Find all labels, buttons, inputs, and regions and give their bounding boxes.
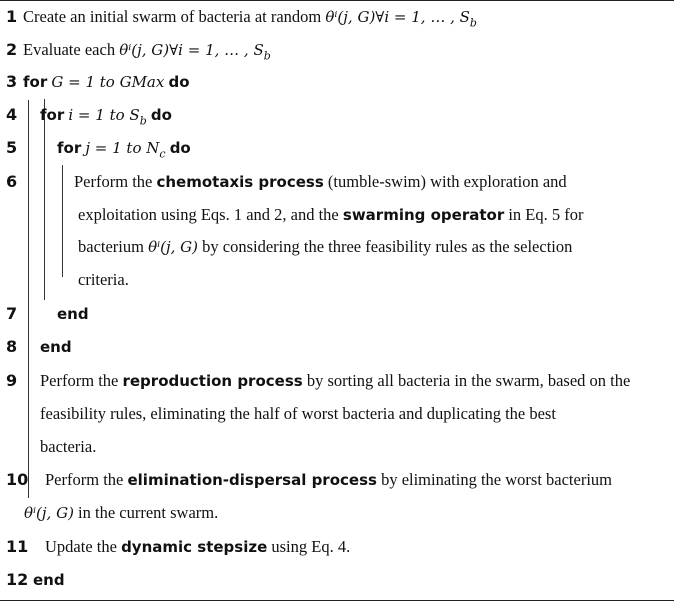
keyword-do: do — [169, 139, 191, 157]
line-text: Perform the — [45, 470, 128, 489]
line-number: 9 — [6, 371, 18, 390]
line-number: 2 — [6, 40, 18, 59]
keyword-for: for — [40, 106, 65, 124]
math-expression: j = 1 to N — [85, 139, 160, 157]
line-number: 8 — [6, 337, 18, 356]
line-text: feasibility rules, eliminating the half of worst bacteria and duplicating the best — [40, 404, 556, 423]
algorithm-line-6-cont-1 — [0, 198, 674, 231]
keyword-elimination-dispersal: elimination-dispersal process — [127, 471, 377, 489]
algorithm-line-10 — [0, 463, 674, 496]
keyword-chemotaxis: chemotaxis process — [156, 173, 324, 191]
math-expression: θⁱ(j, G)∀i = 1, … , S — [119, 41, 264, 59]
line-text: using Eq. 4. — [267, 537, 351, 556]
algorithm-line-10-cont-1 — [0, 496, 674, 529]
keyword-end: end — [33, 571, 65, 589]
line-text: by sorting all bacteria in the swarm, based on the — [302, 371, 631, 390]
line-number: 3 — [6, 72, 18, 91]
math-subscript: b — [263, 49, 271, 63]
line-text: Create an initial swarm of bacteria at random — [23, 7, 326, 26]
line-text: criteria. — [78, 270, 129, 289]
algorithm-line-9 — [0, 364, 674, 397]
algorithm-line-7 — [0, 297, 674, 330]
algorithm-line-6-cont-2 — [0, 230, 674, 263]
keyword-reproduction: reproduction process — [122, 372, 303, 390]
algorithm-line-9-cont-2 — [0, 430, 674, 463]
keyword-for: for — [23, 73, 48, 91]
line-number: 10 — [6, 470, 29, 489]
bottom-rule — [0, 600, 674, 601]
line-text: in Eq. 5 for — [504, 205, 584, 224]
line-number: 7 — [6, 304, 18, 323]
algorithm-line-4 — [0, 98, 674, 131]
keyword-dynamic-stepsize: dynamic stepsize — [121, 538, 268, 556]
algorithm-line-8 — [0, 330, 674, 363]
line-number: 11 — [6, 537, 29, 556]
line-text: exploitation using Eqs. 1 and 2, and the — [78, 205, 343, 224]
line-text: bacterium — [78, 237, 149, 256]
math-subscript: b — [139, 114, 147, 128]
keyword-end: end — [57, 305, 89, 323]
algorithm-line-9-cont-1 — [0, 397, 674, 430]
line-text: (tumble-swim) with exploration and — [323, 172, 567, 191]
algorithm-line-5 — [0, 131, 674, 164]
algorithm-line-11 — [0, 530, 674, 563]
math-expression: θⁱ(j, G)∀i = 1, … , S — [325, 8, 470, 26]
algorithm-line-2 — [0, 33, 674, 66]
keyword-end: end — [40, 338, 72, 356]
algorithm-line-6 — [0, 165, 674, 198]
algorithm-line-3 — [0, 65, 674, 98]
line-number: 4 — [6, 105, 18, 124]
line-number: 1 — [6, 7, 18, 26]
math-expression: θⁱ(j, G) — [24, 504, 74, 522]
line-text: Evaluate each — [23, 40, 120, 59]
line-text: bacteria. — [40, 437, 97, 456]
line-text: Update the — [45, 537, 122, 556]
keyword-do: do — [150, 106, 172, 124]
line-text: Perform the — [74, 172, 157, 191]
line-number: 5 — [6, 138, 18, 157]
keyword-do: do — [168, 73, 190, 91]
keyword-for: for — [57, 139, 82, 157]
math-subscript: c — [159, 147, 166, 161]
algorithm-line-12 — [0, 563, 674, 596]
math-expression: θⁱ(j, G) — [148, 238, 199, 256]
line-text: Perform the — [40, 371, 123, 390]
algorithm-line-1 — [0, 0, 674, 33]
line-text: in the current swarm. — [73, 503, 219, 522]
keyword-swarming: swarming operator — [342, 206, 505, 224]
line-number: 6 — [6, 172, 18, 191]
line-text: by eliminating the worst bacterium — [376, 470, 613, 489]
math-expression: G = 1 to GMax — [51, 73, 165, 91]
math-subscript: b — [469, 16, 477, 30]
algorithm-line-6-cont-3 — [0, 263, 674, 296]
line-text: by considering the three feasibility rules as the selection — [198, 237, 573, 256]
math-expression: i = 1 to S — [68, 106, 140, 124]
line-number: 12 — [6, 570, 29, 589]
